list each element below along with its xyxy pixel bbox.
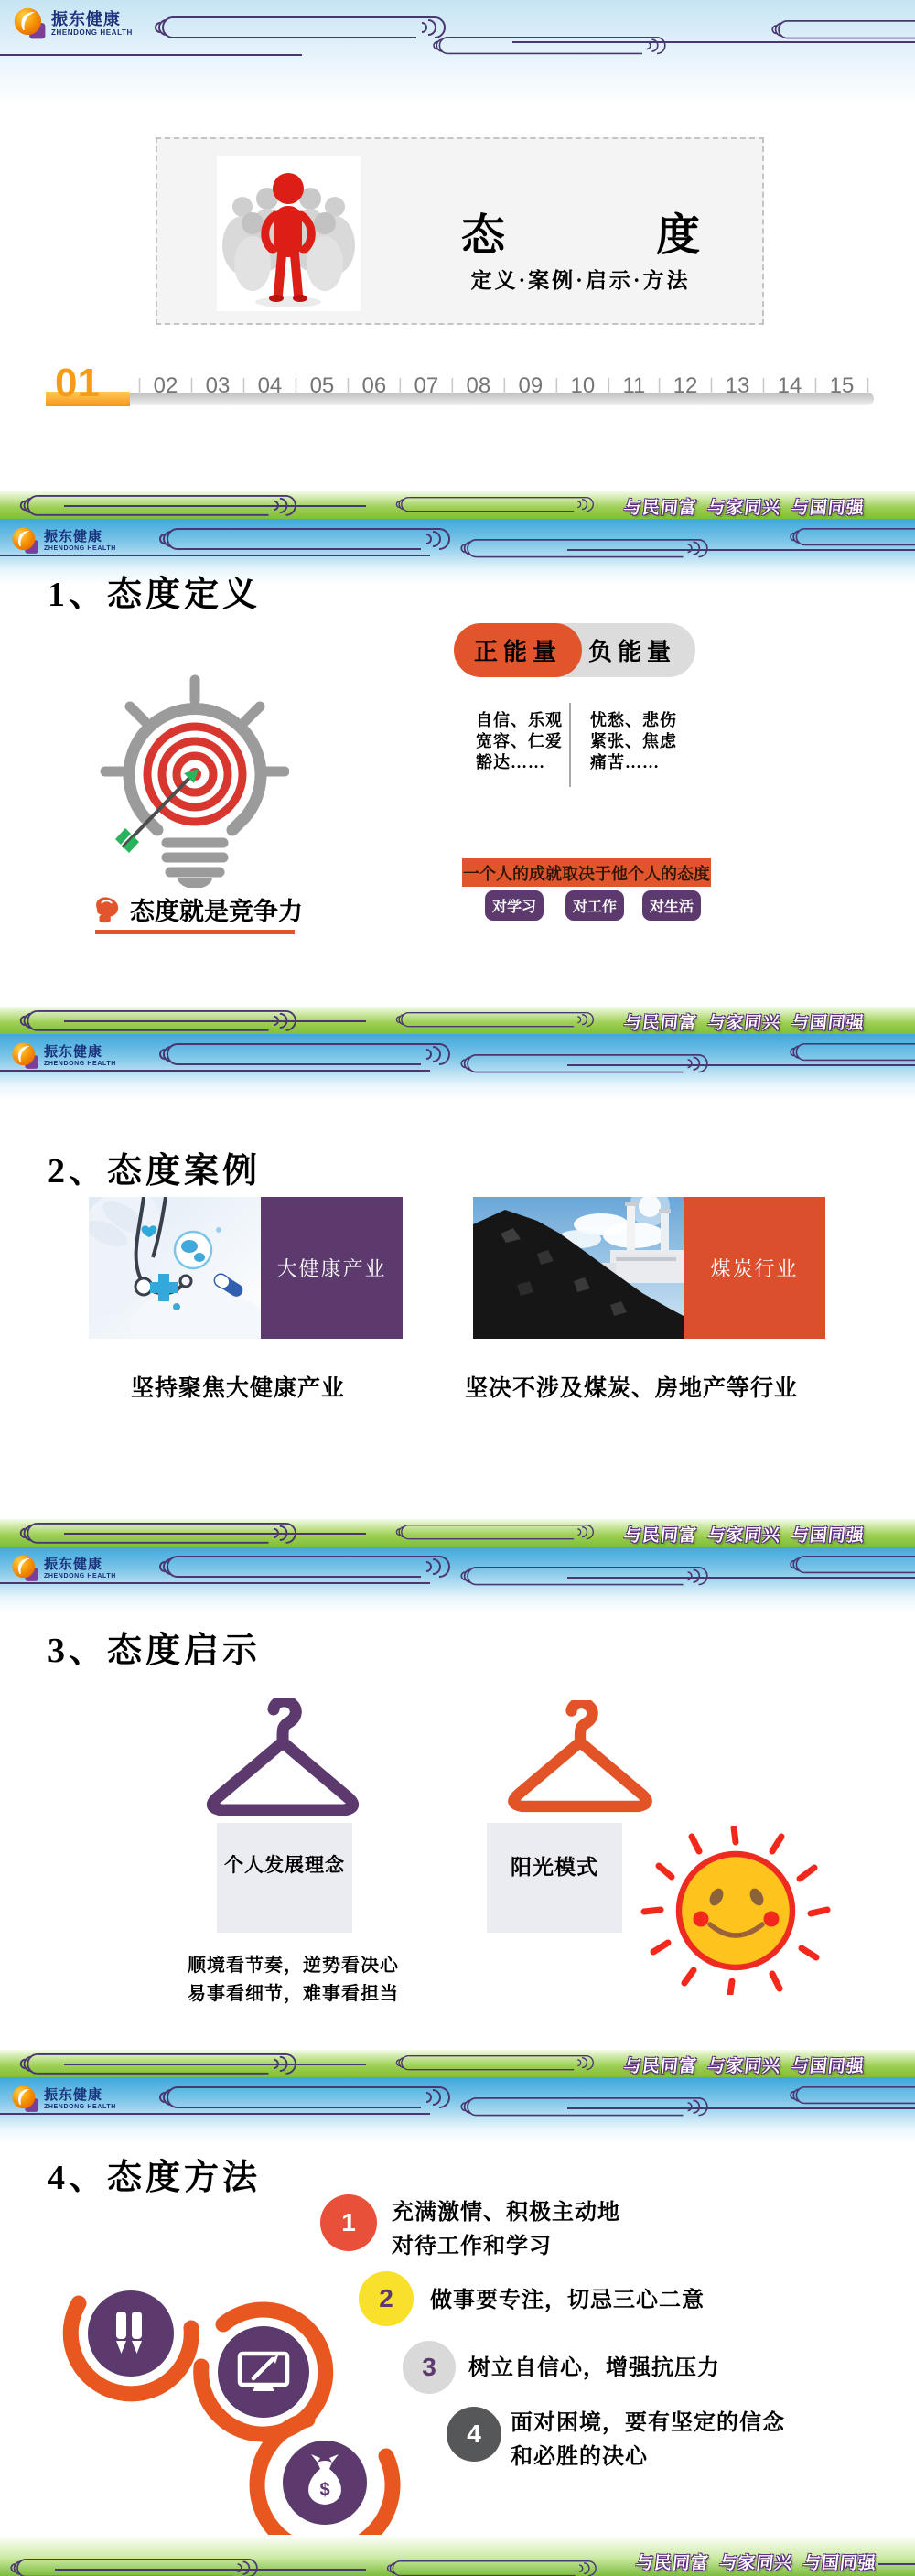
cover-title-char-1: 态 — [461, 211, 506, 260]
competitiveness-slogan — [92, 891, 307, 927]
tablet-circle — [218, 2326, 309, 2418]
brand-logo-cn: 振东健康 — [44, 2087, 103, 2103]
brand-slogan: 与民同富 与家同兴 与国同强 — [634, 2554, 877, 2573]
slide-header-banner — [0, 2050, 915, 2143]
coal-industry-caption: 坚决不涉及煤炭、房地产等行业 — [464, 1376, 798, 1401]
insight-note-line: 顺境看节奏，逆势看决心 — [188, 1956, 399, 1976]
button-study[interactable]: 对学习 — [485, 890, 544, 921]
pagination-item[interactable]: 06 — [361, 373, 387, 398]
positive-trait-line: 豁达…… — [476, 753, 545, 771]
pagination-item[interactable]: 04 — [257, 373, 283, 398]
pagination-separator: | — [657, 376, 662, 395]
pagination-separator: | — [345, 376, 350, 395]
brand-logo-icon — [11, 526, 40, 555]
lightbulb-target-icon — [70, 663, 289, 888]
positive-trait-list — [476, 710, 563, 773]
brand-logo-cn: 振东健康 — [44, 1557, 103, 1572]
step-4-text — [511, 2407, 785, 2474]
pens-circle — [88, 2290, 174, 2377]
pagination-item[interactable]: 13 — [725, 373, 750, 398]
brand-logo-cn: 振东健康 — [51, 10, 121, 28]
brand-slogan: 与民同富 与家同兴 与国同强 — [622, 1014, 866, 1033]
sunshine-mode-label: 阳光模式 — [511, 1856, 598, 1879]
pagination-item[interactable]: 05 — [309, 373, 335, 398]
step-3-badge: 3 — [403, 2341, 456, 2394]
brand-logo-icon — [11, 1041, 40, 1071]
brand-logo-en: ZHENDONG HEALTH — [44, 1573, 116, 1579]
step-4-badge: 4 — [447, 2407, 501, 2462]
pagination-separator: | — [813, 376, 818, 395]
pagination-item[interactable]: 07 — [414, 373, 439, 398]
section-title-case: 2、态度案例 — [48, 1152, 262, 1191]
pagination-separator: | — [866, 376, 870, 395]
button-life[interactable]: 对生活 — [642, 890, 701, 921]
insight-note — [188, 1952, 399, 2009]
column-divider — [569, 703, 571, 787]
slide-header-banner — [0, 1007, 915, 1100]
cover-top-banner — [0, 0, 915, 105]
section-title-insight: 3、态度启示 — [48, 1632, 262, 1670]
brand-logo — [13, 6, 133, 41]
brand-slogan: 与民同富 与家同兴 与国同强 — [622, 499, 866, 518]
brand-logo-cn: 振东健康 — [44, 529, 103, 544]
negative-trait-line: 痛苦…… — [590, 753, 660, 771]
step-2-text — [430, 2284, 705, 2318]
negative-trait-line: 忧愁、悲伤 — [590, 711, 677, 729]
scroll-ornament — [0, 1034, 915, 1100]
pagination — [46, 361, 874, 412]
step-4-line: 面对困境，要有坚定的信念 — [511, 2411, 785, 2435]
pagination-separator: | — [241, 376, 246, 395]
brand-logo-cn: 振东健康 — [44, 1044, 103, 1060]
scroll-ornament — [0, 1547, 915, 1612]
insight-note-line: 易事看细节，难事看担当 — [188, 1984, 399, 2004]
brand-logo-icon — [13, 6, 48, 41]
standout-figure-image — [217, 156, 361, 311]
negative-trait-list — [590, 710, 677, 773]
negative-energy-pill[interactable]: 负能量 — [512, 623, 695, 677]
health-industry-image — [89, 1197, 261, 1339]
pagination-separator: | — [137, 376, 142, 395]
section-title-method: 4、态度方法 — [48, 2159, 262, 2197]
pagination-item[interactable]: 10 — [570, 373, 596, 398]
pagination-separator: | — [501, 376, 507, 395]
pagination-item[interactable]: 03 — [205, 373, 231, 398]
step-1-text — [392, 2196, 620, 2264]
attitude-achievement-banner: 一个人的成就取决于他个人的态度 — [462, 858, 711, 887]
positive-trait-line: 宽容、仁爱 — [476, 732, 563, 750]
boxing-glove-icon — [92, 894, 123, 925]
personal-development-card — [217, 1823, 352, 1933]
brand-slogan: 与民同富 与家同兴 与国同强 — [622, 2057, 866, 2076]
bottom-banner — [0, 2535, 915, 2576]
svg-text:$: $ — [319, 2480, 330, 2500]
cover-title-card — [156, 137, 764, 325]
cover-title — [423, 199, 738, 263]
section-title-definition: 1、态度定义 — [48, 576, 262, 614]
slide-header-banner — [0, 1519, 915, 1612]
health-industry-caption: 坚持聚焦大健康产业 — [130, 1376, 345, 1401]
brand-logo-en: ZHENDONG HEALTH — [44, 545, 116, 552]
pagination-separator: | — [397, 376, 403, 395]
pagination-separator: | — [606, 376, 611, 395]
pagination-item[interactable]: 08 — [466, 373, 491, 398]
step-1-line: 对待工作和学习 — [392, 2235, 552, 2258]
step-1-line: 充满激情、积极主动地 — [392, 2201, 620, 2225]
orange-underline — [95, 930, 295, 934]
personal-development-label: 个人发展理念 — [224, 1854, 345, 1876]
pagination-separator: | — [188, 376, 194, 395]
pagination-items — [137, 373, 870, 399]
pagination-item[interactable]: 09 — [518, 373, 544, 398]
method-decoration — [0, 2224, 430, 2576]
brand-logo — [11, 1041, 116, 1071]
red-person-crowd-icon — [217, 156, 361, 311]
smiling-sun-icon — [633, 1826, 839, 1995]
brand-logo-en: ZHENDONG HEALTH — [51, 28, 133, 37]
health-industry-label: 大健康产业 — [261, 1197, 403, 1339]
step-3-text — [468, 2352, 720, 2386]
cover-subtitle: 定义·案例·启示·方法 — [470, 269, 691, 292]
orange-hanger-icon — [496, 1700, 665, 1827]
pagination-separator: | — [709, 376, 714, 395]
positive-trait-line: 自信、乐观 — [476, 711, 563, 729]
pagination-separator: | — [554, 376, 559, 395]
negative-trait-line: 紧张、焦虑 — [590, 732, 677, 750]
brand-slogan: 与民同富 与家同兴 与国同强 — [622, 1526, 866, 1546]
purple-hanger-icon — [194, 1698, 372, 1831]
pagination-separator: | — [449, 376, 455, 395]
step-4-line: 和必胜的决心 — [511, 2445, 648, 2469]
scroll-ornament — [0, 0, 915, 105]
brand-logo — [11, 2085, 116, 2114]
step-3-line: 树立自信心，增强抗压力 — [468, 2356, 720, 2380]
pagination-item[interactable]: 14 — [777, 373, 802, 398]
competitiveness-text: 态度就是竞争力 — [130, 898, 303, 925]
coal-industry-image — [473, 1197, 684, 1339]
pagination-item[interactable]: 12 — [673, 373, 698, 398]
pagination-item[interactable]: 02 — [153, 373, 178, 398]
pagination-item[interactable]: 15 — [829, 373, 855, 398]
cover-title-char-2: 度 — [655, 211, 700, 260]
pagination-item-01[interactable]: 01 — [55, 361, 100, 405]
brand-logo — [11, 1554, 116, 1583]
brand-logo-en: ZHENDONG HEALTH — [44, 2104, 116, 2110]
scroll-ornament — [0, 2077, 915, 2143]
brand-logo — [11, 526, 116, 555]
pagination-item[interactable]: 11 — [622, 373, 646, 398]
coal-industry-label: 煤炭行业 — [684, 1197, 825, 1339]
step-2-line: 做事要专注，切忌三心二意 — [430, 2289, 705, 2312]
brand-logo-icon — [11, 2085, 40, 2114]
positive-energy-pill[interactable]: 正能量 — [454, 623, 582, 677]
pagination-separator: | — [761, 376, 766, 395]
brand-logo-icon — [11, 1554, 40, 1583]
pagination-separator: | — [293, 376, 298, 395]
step-1-badge: 1 — [320, 2194, 377, 2251]
button-work[interactable]: 对工作 — [565, 890, 624, 921]
brand-logo-en: ZHENDONG HEALTH — [44, 1061, 116, 1067]
step-2-badge: 2 — [359, 2271, 414, 2326]
